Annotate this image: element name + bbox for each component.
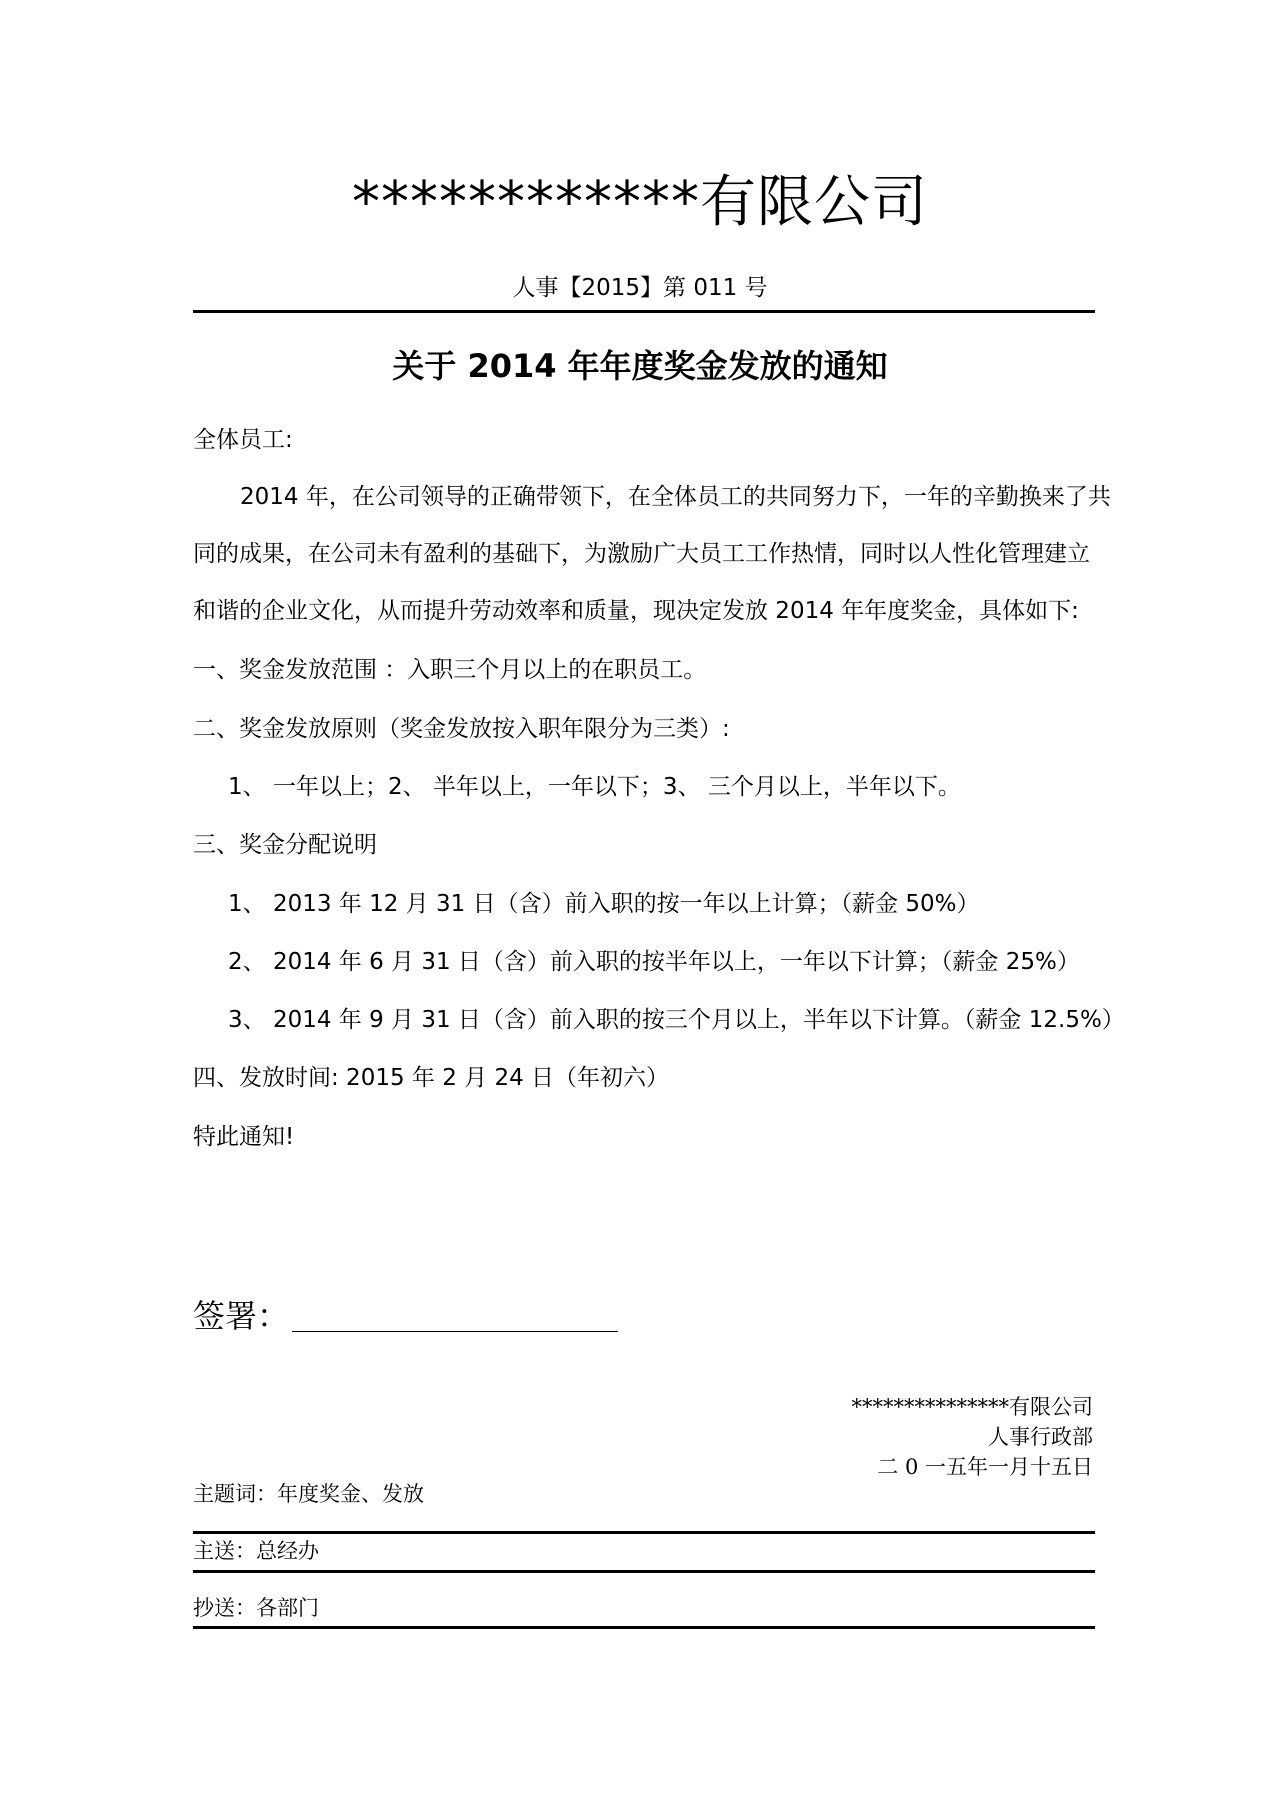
section-scope: 一、奖金发放范围 ：入职三个月以上的在职员工。 xyxy=(193,657,707,683)
intro-line-1: 2014 年，在公司领导的正确带领下，在全体员工的共同努力下，一年的辛勤换来了共 xyxy=(240,484,1111,510)
allocation-item-3: 3、 2014 年 9 月 31 日（含）前入职的按三个月以上，半年以下计算。（薪金 12.5%） xyxy=(228,1007,1125,1033)
closing: 特此通知! xyxy=(193,1124,295,1150)
section-allocation: 三、奖金分配说明 xyxy=(193,832,377,858)
issuer-company: ***************有限公司 xyxy=(851,1395,1093,1419)
header-divider xyxy=(193,310,1095,313)
footer-divider-1 xyxy=(193,1531,1095,1534)
intro-line-3: 和谐的企业文化，从而提升劳动效率和质量，现决定发放 2014 年年度奖金，具体如下: xyxy=(193,598,1079,624)
notice-title: 关于 2014 年年度奖金发放的通知 xyxy=(392,347,888,385)
company-title: ************有限公司 xyxy=(352,170,928,235)
allocation-item-2: 2、 2014 年 6 月 31 日（含）前入职的按半年以上，一年以下计算；（薪金 25%） xyxy=(228,949,1080,975)
footer-divider-2 xyxy=(193,1570,1095,1573)
principle-items: 1、 一年以上；2、 半年以上，一年以下；3、 三个月以上，半年以下。 xyxy=(228,774,961,800)
document-number: 人事【2015】第 011 号 xyxy=(512,275,768,301)
signature-line xyxy=(292,1331,618,1332)
main-recipient: 主送：总经办 xyxy=(193,1539,319,1563)
section-time: 四、发放时间: 2015 年 2 月 24 日（年初六） xyxy=(193,1065,670,1091)
allocation-item-1: 1、 2013 年 12 月 31 日（含）前入职的按一年以上计算；（薪金 50%） xyxy=(228,891,980,917)
issuer-department: 人事行政部 xyxy=(988,1425,1093,1449)
subject-keywords: 主题词：年度奖金、发放 xyxy=(193,1482,424,1506)
salutation: 全体员工: xyxy=(193,427,293,453)
signature-label: 签署： xyxy=(193,1297,290,1335)
cc-recipients: 抄送：各部门 xyxy=(193,1596,319,1620)
intro-line-2: 同的成果，在公司未有盈利的基础下，为激励广大员工工作热情，同时以人性化管理建立 xyxy=(193,541,1090,567)
issue-date: 二 0 一五年一月十五日 xyxy=(877,1455,1093,1479)
footer-divider-3 xyxy=(193,1626,1095,1629)
section-principle: 二、奖金发放原则（奖金发放按入职年限分为三类）: xyxy=(193,716,730,742)
